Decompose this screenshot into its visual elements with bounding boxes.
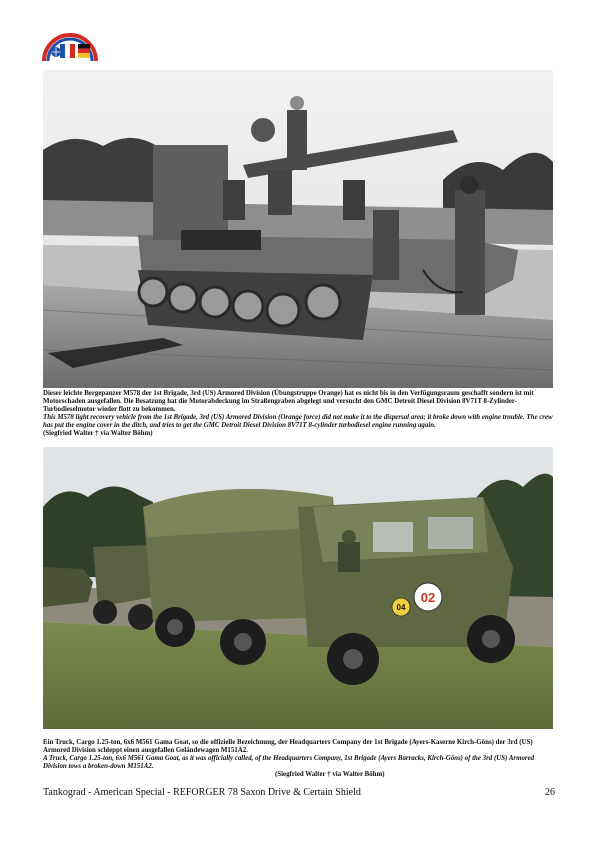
- publisher-logo: [42, 28, 98, 62]
- caption-english: A Truck, Cargo 1.25-ton, 6x6 M561 Gama Goat, as it was officially called, of the Headquarters Company, 1st Brigade (Ayers Barracks, Kirch-Göns) of the 3rd (US) Armored Division tows a broken-down M151A2.: [43, 755, 535, 771]
- caption-english: This M578 light recovery vehicle from the 1st Brigade, 3rd (US) Armored Division (Orange force) did not make it to the dispersal area; it broke down with engine trouble. The crew has put the engine cover in the ditch, and tries to get the GMC Detroit Diesel Division 8V71T 8-cylinder turbodiesel engine running again.: [43, 414, 553, 430]
- m578-recovery-vehicle-photo: [43, 70, 553, 388]
- photo-caption-1: [43, 390, 555, 439]
- photo-credit-2-wrap: [275, 771, 385, 779]
- photo-credit: (Siegfried Walter † via Walter Böhm): [275, 771, 385, 778]
- page-number: 26: [545, 787, 555, 798]
- vehicle-number-02: 02: [420, 590, 436, 605]
- caption-german: Ein Truck, Cargo 1.25-ton, 6x6 M561 Gama Goat, so die offizielle Bezeichnung, der Headquarters Company der 1st Brigade (Ayers-Kaserne Kirch-Göns) der 3rd (US) Armored Division schleppt einen ausgefallen Geländewagen M151A2.: [43, 739, 533, 755]
- footer-title: Tankograd - American Special - REFORGER 78 Saxon Drive & Certain Shield: [43, 787, 361, 798]
- m561-gama-goat-photo: [43, 447, 553, 729]
- caption-german: Dieser leichte Bergepanzer M578 der 1st Brigade, 3rd (US) Armored Division (Übungstruppe Orange) hat es nicht bis in den Verfügungsraum geschafft sondern ist mit Motorschaden ausgefallen. Die Besatzung hat die Motorabdeckung im Straßengraben abgelegt und versucht den GMC Detroit Diesel Division 8V71T 8-Zylinder-Turbodieselmotor wieder flott zu bekommen.: [43, 390, 534, 414]
- vehicle-number-04: 04: [396, 603, 406, 612]
- photo-caption-2: [43, 739, 555, 771]
- photo-credit: (Siegfried Walter † via Walter Böhm): [43, 430, 153, 438]
